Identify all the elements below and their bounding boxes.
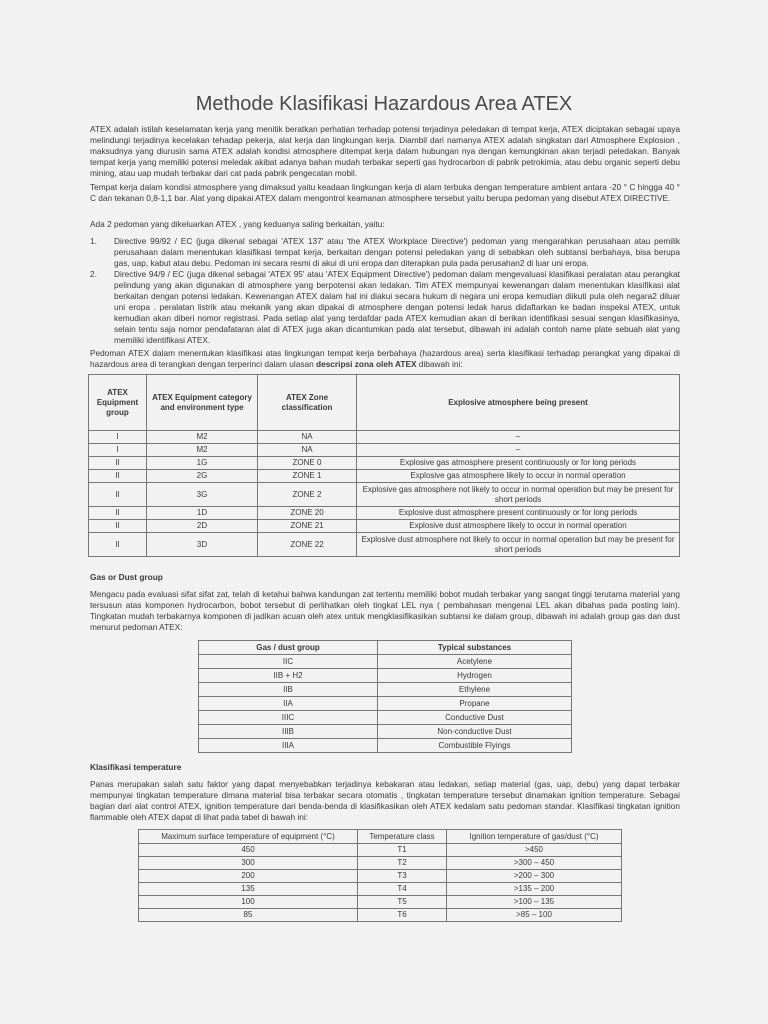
table-header: ATEX Equipment group	[89, 375, 147, 431]
table-row	[89, 470, 680, 483]
table-cell: –	[357, 431, 680, 444]
directives-intro: Ada 2 pedoman yang dikeluarkan ATEX , yang keduanya saling berkaitan, yaitu:	[90, 219, 385, 229]
zone-text-bold: descripsi zona oleh ATEX	[316, 359, 417, 369]
table-cell: NA	[258, 431, 357, 444]
table-cell: 3G	[147, 483, 258, 507]
table-row	[89, 533, 680, 557]
table-cell: M2	[147, 431, 258, 444]
table-cell: 100	[139, 896, 358, 909]
table-cell: I	[89, 431, 147, 444]
list-text: Directive 94/9 / EC (juga dikenal sebagai 'ATEX 95' atau 'ATEX Equipment Directive') pedoman dalam mengevaluasi klasifikasi peralatan atau perangkat pelindung yang akan digunakan di atmosphere yang berpotensi akan ledakan. Tim ATEX mempunyai kewenangan dalam menentukan klasifikasi alat berkaitan dengan potensi ledakan. Kewenangan ATEX dalam hal ini diakui secara hukum di negara uni eropa kemudian diikuti pula oleh negara2 diluar uni eropa . peralatan listrik atau mekanik yang akan dipakai di atmosphere dengan potensi ledak harus didaftarkan ke badan inspeksi ATEX, untuk kemudian akan diberi nomor registrasi. Pada setiap alat yang terdafdar pada ATEX kemudian akan di berikan identifikasi sesuai sengan klasifikasinya, selain tentu saja nomor pendafataran alat di ATEX juga akan dicantumkan pada alat tersebut, dibawah ini adalah contoh name plate sebuah alat yang memiliki identifikasi ATEX.	[114, 269, 680, 345]
table-cell: II	[89, 533, 147, 557]
table-cell: Hydrogen	[378, 669, 572, 683]
table-cell: T4	[358, 883, 447, 896]
table-cell: I	[89, 444, 147, 457]
table-header: Maximum surface temperature of equipment (°C)	[139, 830, 358, 844]
table-cell: II	[89, 457, 147, 470]
atmosphere-paragraph: Tempat kerja dalam kondisi atmosphere yang dimaksud yaitu keadaan lingkungan kerja di alam terbuka dengan temperature ambient antara -20 ° C hingga 40 ° C dan tekanan 0,8-1,1 bar. Alat yang dipakai ATEX dalam mengontrol keamanan atmosphere tersebut yaitu berupa pedoman yang disebut ATEX DIRECTIVE.	[90, 182, 680, 203]
temperature-heading: Klasifikasi temperature	[90, 762, 182, 772]
table-row	[89, 520, 680, 533]
table-cell: ZONE 21	[258, 520, 357, 533]
table-cell: II	[89, 470, 147, 483]
zone-paragraph	[90, 348, 680, 370]
table-cell: Explosive gas atmosphere present continuously or for long periods	[357, 457, 680, 470]
table-row	[139, 909, 622, 922]
table-cell: ZONE 20	[258, 507, 357, 520]
table-header: ATEX Zone classification	[258, 375, 357, 431]
table-cell: >200 – 300	[447, 870, 622, 883]
table-cell: T2	[358, 857, 447, 870]
list-number: 2.	[90, 269, 97, 279]
table-header: Temperature class	[358, 830, 447, 844]
table-cell: T5	[358, 896, 447, 909]
table-row	[89, 507, 680, 520]
table-cell: ZONE 22	[258, 533, 357, 557]
page-title: Methode Klasifikasi Hazardous Area ATEX	[195, 93, 573, 115]
table-cell: T1	[358, 844, 447, 857]
table-header: Ignition temperature of gas/dust (°C)	[447, 830, 622, 844]
table-row	[139, 844, 622, 857]
intro-paragraph: ATEX adalah istilah keselamatan kerja yang menitik beratkan perhatian terhadap potensi terjadinya peledakan di tempat kerja, ATEX diciptakan sebagai upaya melindungi terjadinya kecelakan tehadap pekerja, alat kerja dan lingkungan kerja. Diambil dari namanya ATEX adalah singkatan dari Atmosphere Explosion , maksudnya yang diurusin sama ATEX adalah kondisi atmosphere ditempat kerja dalam hubungan nya dengan kemungkinan akan terjadi peledakan. Banyak tempat kerja yang memiliki potensi meledak akibat adanya bahan mudah terbakar seperti gas hydrocarbon di pabrik petrokimia, atau debu organic seperti debu mining, atau uap mudah terbakar dari cat pada pabrik pengecatan mobil.	[90, 124, 680, 178]
table-cell: IIIC	[199, 711, 378, 725]
table-cell: >100 – 135	[447, 896, 622, 909]
table-cell: Acetylene	[378, 655, 572, 669]
temperature-table	[138, 829, 622, 922]
table-cell: II	[89, 507, 147, 520]
gas-dust-paragraph: Mengacu pada evaluasi sifat sifat zat, telah di ketahui bahwa kandungan zat tertentu memiliki bobot mudah terbakar yang sangat tinggi terutama material yang tersusun atas komponen hydrocarbon, bobot tersebut di perlihatkan oleh tingkat LEL nya ( pembahasan mengenai LEL akan dibahas pada posting lain). Tingkatan mudah terbakarnya komponen di jadikan acuan oleh atex untuk mengklasifikasikan subtansi ke dalam group, dibawah ini adalah group gas dan dust menurut pedoman ATEX:	[90, 589, 680, 632]
table-cell: II	[89, 520, 147, 533]
table-cell: ZONE 0	[258, 457, 357, 470]
table-cell: IIIB	[199, 725, 378, 739]
table-row	[199, 739, 572, 753]
table-cell: II	[89, 483, 147, 507]
table-cell: >135 – 200	[447, 883, 622, 896]
table-cell: M2	[147, 444, 258, 457]
table-cell: 1D	[147, 507, 258, 520]
table-header: Typical substances	[378, 641, 572, 655]
table-cell: >300 – 450	[447, 857, 622, 870]
table-cell: Non-conductive Dust	[378, 725, 572, 739]
table-cell: Propane	[378, 697, 572, 711]
table-cell: ZONE 1	[258, 470, 357, 483]
table-row	[199, 697, 572, 711]
table-row	[139, 870, 622, 883]
table-cell: –	[357, 444, 680, 457]
table-header: Gas / dust group	[199, 641, 378, 655]
table-cell: 85	[139, 909, 358, 922]
table-cell: Explosive gas atmosphere likely to occur in normal operation	[357, 470, 680, 483]
list-item	[90, 236, 680, 269]
table-cell: Combustible Flyings	[378, 739, 572, 753]
table-cell: >450	[447, 844, 622, 857]
table-cell: Ethylene	[378, 683, 572, 697]
table-row	[89, 457, 680, 470]
table-cell: 1G	[147, 457, 258, 470]
table-cell: IIA	[199, 697, 378, 711]
table-cell: 135	[139, 883, 358, 896]
table-cell: Explosive dust atmosphere likely to occur in normal operation	[357, 520, 680, 533]
table-cell: IIB	[199, 683, 378, 697]
table-row	[199, 655, 572, 669]
table-cell: NA	[258, 444, 357, 457]
table-row	[89, 483, 680, 507]
table-row	[199, 725, 572, 739]
table-header: Explosive atmosphere being present	[357, 375, 680, 431]
table-cell: IIC	[199, 655, 378, 669]
list-item	[90, 269, 680, 346]
table-header-row	[139, 830, 622, 844]
table-cell: Explosive gas atmosphere not likely to occur in normal operation but may be present for short periods	[357, 483, 680, 507]
table-row	[89, 431, 680, 444]
table-row	[199, 669, 572, 683]
zone-text-b: dibawah ini:	[416, 359, 463, 369]
table-row	[89, 444, 680, 457]
table-row	[199, 711, 572, 725]
table-cell: Explosive dust atmosphere present continuously or for long periods	[357, 507, 680, 520]
table-row	[139, 857, 622, 870]
table-header-row	[199, 641, 572, 655]
table-header-row	[89, 375, 680, 431]
list-number: 1.	[90, 236, 97, 246]
table-cell: 2D	[147, 520, 258, 533]
table-cell: T6	[358, 909, 447, 922]
gas-dust-table	[198, 640, 572, 753]
table-cell: T3	[358, 870, 447, 883]
table-row	[139, 896, 622, 909]
directive-list	[90, 236, 680, 346]
gas-dust-heading: Gas or Dust group	[90, 572, 163, 582]
table-cell: 200	[139, 870, 358, 883]
table-cell: IIB + H2	[199, 669, 378, 683]
list-text: Directive 99/92 / EC (juga dikenal sebagai 'ATEX 137' atau 'the ATEX Workplace Directive') pedoman yang mengarahkan perusahaan atau pemilik perusahaan dalam menentukan klasifikasi tempat kerja, berkaitan dengan potensi peledakan yang di sebabkan oleh subtansi berbahaya, bisa berupa gas, uap, kabut atau debu. Pedoman ini secara resmi di akui di uni eropa dan diterapkan pula pada perusahan2 di luar uni eropa.	[114, 236, 680, 268]
table-cell: >85 – 100	[447, 909, 622, 922]
table-cell: 3D	[147, 533, 258, 557]
table-row	[139, 883, 622, 896]
table-row	[199, 683, 572, 697]
zone-table	[88, 374, 680, 557]
table-cell: Explosive dust atmosphere not likely to occur in normal operation but may be present for short periods	[357, 533, 680, 557]
zone-text-a: Pedoman ATEX dalam menentukan klasifikasi atas lingkungan tempat kerja berbahaya (hazardous area) serta klasifikasi terhadap perangkat yang dipakai di hazardous area di terangkan dengan terperinci dalam ulasan	[90, 348, 680, 369]
table-cell: IIIA	[199, 739, 378, 753]
table-cell: 300	[139, 857, 358, 870]
table-cell: 450	[139, 844, 358, 857]
table-cell: 2G	[147, 470, 258, 483]
table-header: ATEX Equipment category and environment type	[147, 375, 258, 431]
temperature-paragraph: Panas merupakan salah satu faktor yang dapat menyebabkan terjadinya kebakaran atau ledakan, setiap material (gas, uap, debu) yang dapat terbakar mempunyai tingkatan temperature dimana material bisa terbakar secara otomatis , tingkatan temperature tersebut dinamakan ignition temperature. Sebagai bagian dari alat control ATEX, ignition temperature dari benda-benda di klasifikasikan oleh ATEX kedalam satu pedoman standar. Klasifikasi tingkatan ignition flammable oleh ATEX dapat di lihat pada tabel di bawah ini:	[90, 779, 680, 822]
table-cell: Conductive Dust	[378, 711, 572, 725]
table-cell: ZONE 2	[258, 483, 357, 507]
